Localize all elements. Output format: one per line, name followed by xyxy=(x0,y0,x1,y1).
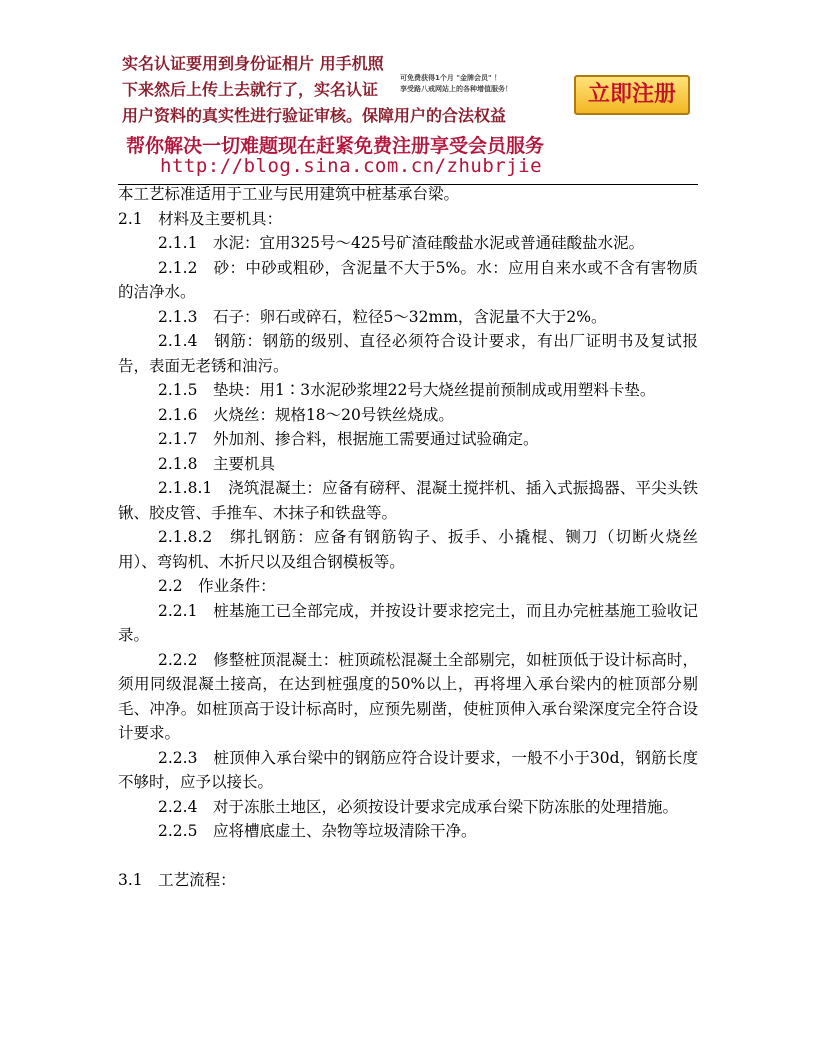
paragraph: 2.1.7 外加剂、掺合料，根据施工需要通过试验确定。 xyxy=(158,430,539,448)
blank-line xyxy=(118,844,698,869)
paragraph: 2.1.3 石子：卵石或碎石，粒径5～32mm，含泥量不大于2%。 xyxy=(158,307,607,326)
paragraph: 2.1.8 主要机具 xyxy=(158,454,275,473)
paragraph: 2.1.5 垫块：用1∶3水泥砂浆埋22号大烧丝提前预制成或用塑料卡垫。 xyxy=(158,381,656,399)
paragraph: 2.2.4 对于冻胀土地区，必须按设计要求完成承台梁下防冻胀的处理措施。 xyxy=(158,797,678,816)
paragraph: 本工艺标准适用于工业与民用建筑中桩基承台梁。 xyxy=(118,185,460,203)
banner-url-link[interactable]: http://blog.sina.com.cn/zhubrjie xyxy=(160,155,543,177)
paragraph: 2.1.8.2 绑扎钢筋：应备有钢筋钩子、扳手、小撬棍、铡刀（切断火烧丝用）、弯钩机、木折尺以及组合钢模板等。 xyxy=(118,528,698,571)
register-now-button[interactable]: 立即注册 xyxy=(574,75,690,115)
paragraph: 2.2.2 修整桩顶混凝土：桩顶疏松混凝土全部剔完，如桩顶低于设计标高时，须用同级混凝土接高，在达到桩强度的50%以上，再将埋入承台梁内的桩顶部分剔毛、冲净。如桩顶高于设计标高时，应预先剔凿，使桩顶伸入承台梁深度完全符合设计要求。 xyxy=(118,650,698,742)
paragraph: 2.2.1 桩基施工已全部完成，并按设计要求挖完土，而且办完桩基施工验收记录。 xyxy=(118,601,698,644)
banner-line-3: 用户资料的真实性进行验证审核。保障用户的合法权益 xyxy=(122,106,507,125)
document-body xyxy=(118,182,698,893)
banner-small-note-2: 享受路八戒网站上的各种增值服务！ xyxy=(400,85,512,93)
section-heading-3-1: 3.1 工艺流程： xyxy=(118,871,236,889)
paragraph: 2.2.5 应将槽底虚土、杂物等垃圾清除干净。 xyxy=(158,822,477,840)
banner-small-note xyxy=(400,73,512,95)
banner-line-2: 下来然后上传上去就行了，实名认证 xyxy=(122,80,379,99)
paragraph: 2.1.6 火烧丝：规格18～20号铁丝烧成。 xyxy=(158,405,454,424)
registration-ad-banner[interactable] xyxy=(118,47,698,187)
paragraph: 2.2.3 桩顶伸入承台梁中的钢筋应符合设计要求，一般不小于30d，钢筋长度不够时，应予以接长。 xyxy=(118,748,698,791)
paragraph: 2.1.2 砂：中砂或粗砂，含泥量不大于5%。水：应用自来水或不含有害物质的洁净水。 xyxy=(118,258,698,301)
paragraph: 2.1.4 钢筋：钢筋的级别、直径必须符合设计要求，有出厂证明书及复试报告，表面无老锈和油污。 xyxy=(118,332,698,375)
paragraph: 2.1.8.1 浇筑混凝土：应备有磅秤、混凝土搅拌机、插入式振捣器、平尖头铁锹、胶皮管、手推车、木抹子和铁盘等。 xyxy=(118,479,698,522)
banner-small-note-1: 可免费获得1个月 "金牌会员" ！ xyxy=(400,74,502,82)
section-heading-2-2: 2.2 作业条件： xyxy=(158,577,276,595)
paragraph: 2.1.1 水泥：宜用325号～425号矿渣硅酸盐水泥或普通硅酸盐水泥。 xyxy=(158,234,645,252)
banner-line-1: 实名认证要用到身份证相片 用手机照 xyxy=(122,54,384,73)
section-heading-2-1: 2.1 材料及主要机具： xyxy=(118,209,283,228)
banner-slogan: 帮你解决一切难题现在赶紧免费注册享受会员服务 xyxy=(126,135,545,157)
